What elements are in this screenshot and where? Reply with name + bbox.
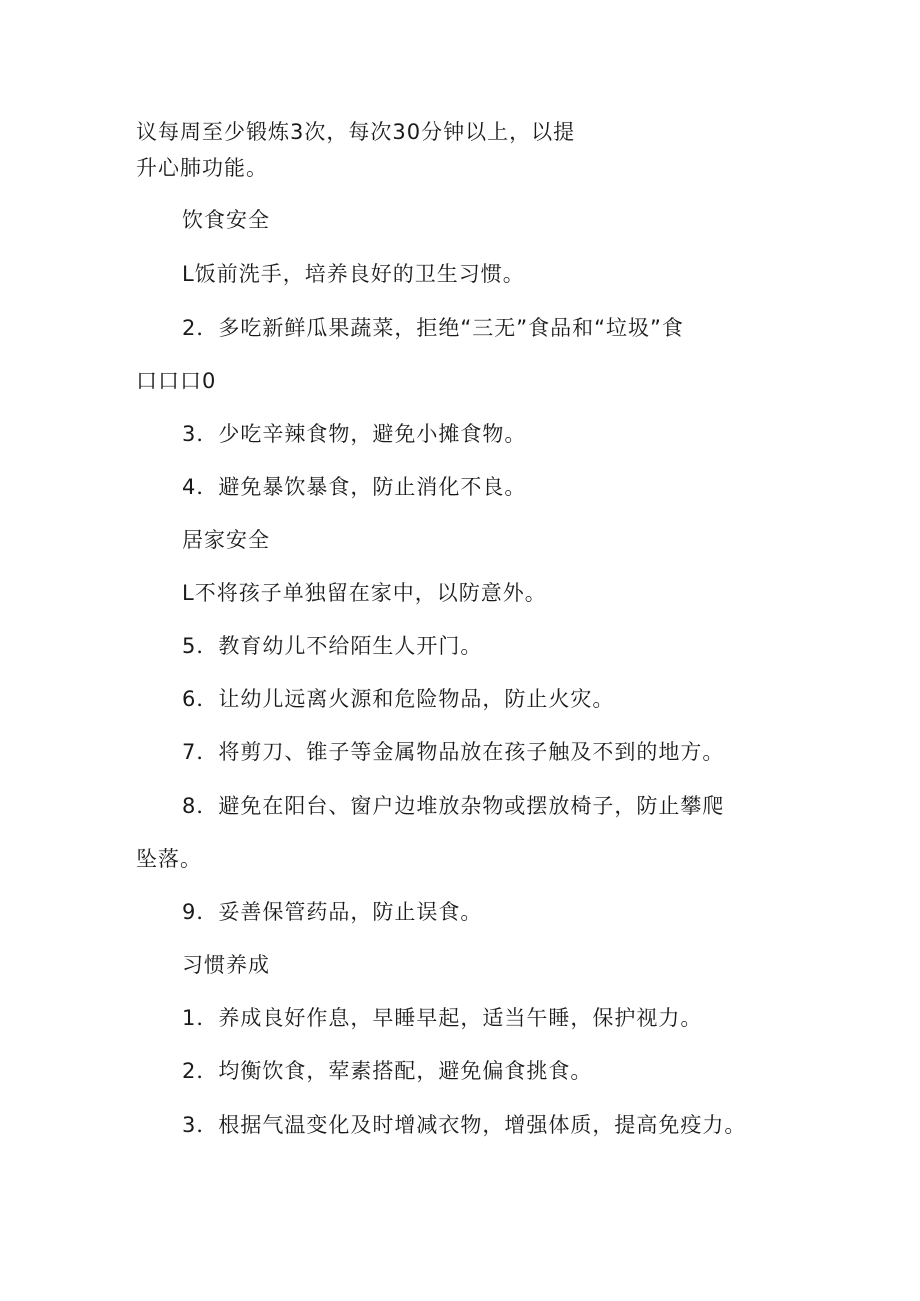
section-heading-habit-building: 习惯养成	[182, 953, 270, 977]
list-item: 6．让幼儿远离火源和危险物品，防止火灾。	[182, 687, 615, 711]
list-item: 3．根据气温变化及时增减衣物，增强体质，提高免疫力。	[182, 1113, 747, 1137]
paragraph-line: 议每周至少锻炼3次，每次30分钟以上，以提	[136, 120, 576, 144]
list-item: 2．均衡饮食，荤素搭配，避免偏食挑食。	[182, 1059, 593, 1083]
list-item: 5．教育幼儿不给陌生人开门。	[182, 634, 483, 658]
paragraph-line: 升心肺功能。	[136, 156, 268, 180]
section-heading-diet-safety: 饮食安全	[182, 208, 270, 232]
list-item: 2．多吃新鲜瓜果蔬菜，拒绝“三无”食品和“垃圾”食	[182, 316, 684, 340]
paragraph-line: 口口口0	[136, 369, 217, 393]
section-heading-home-safety: 居家安全	[182, 528, 270, 552]
list-item: 9．妥善保管药品，防止误食。	[182, 900, 483, 924]
list-item: 4．避免暴饮暴食，防止消化不良。	[182, 475, 527, 499]
list-item: 8．避免在阳台、窗户边堆放杂物或摆放椅子，防止攀爬	[182, 794, 725, 818]
list-item: 7．将剪刀、锥子等金属物品放在孩子触及不到的地方。	[182, 740, 725, 764]
list-item: L不将孩子单独留在家中，以防意外。	[182, 581, 547, 605]
list-item: L饭前洗手，培养良好的卫生习惯。	[182, 262, 525, 286]
list-item: 1．养成良好作息，早睡早起，适当午睡，保护视力。	[182, 1006, 703, 1030]
paragraph-line: 坠落。	[136, 847, 202, 871]
list-item: 3．少吃辛辣食物，避免小摊食物。	[182, 422, 527, 446]
